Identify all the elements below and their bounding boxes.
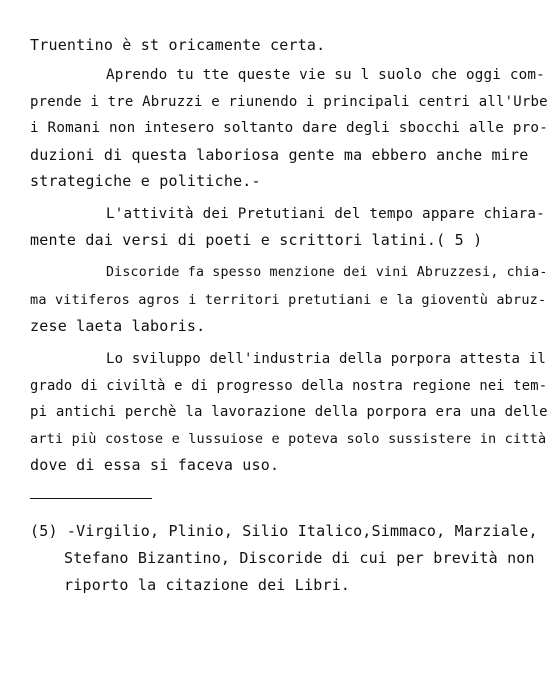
text-line: mente dai versi di poeti e scrittori latini.( 5 )	[30, 231, 483, 249]
text-line: grado di civiltà e di progresso della nostra regione nei tem-	[30, 378, 548, 394]
text-line: i Romani non intesero soltanto dare degli sbocchi alle pro-	[30, 120, 548, 136]
text-line: prende i tre Abruzzi e riunendo i principali centri all'Urbe	[30, 94, 548, 110]
text-line: L'attività dei Pretutiani del tempo appare chiara-	[106, 206, 545, 222]
text-line: ma vitiferos agros i territori pretutiani e la gioventù abruz-	[30, 292, 547, 308]
text-line: Truentino è st oricamente certa.	[30, 36, 326, 54]
text-line: strategiche e politiche.-	[30, 172, 261, 190]
text-line: pi antichi perchè la lavorazione della porpora era una delle	[30, 404, 548, 420]
footnote-separator	[30, 498, 152, 499]
text-line: dove di essa si faceva uso.	[30, 456, 280, 474]
text-line: arti più costose e lussuiose e poteva solo sussistere in città	[30, 431, 547, 447]
footnote-line: riporto la citazione dei Libri.	[64, 576, 351, 594]
text-line: Discoride fa spesso menzione dei vini Abruzzesi, chia-	[106, 265, 548, 280]
text-line: duzioni di questa laboriosa gente ma ebbero anche mire	[30, 146, 529, 164]
text-line: Lo sviluppo dell'industria della porpora attesta il	[106, 351, 547, 367]
footnote-line: (5) -Virgilio, Plinio, Silio Italico,Simmaco, Marziale,	[30, 522, 538, 540]
footnote-line: Stefano Bizantino, Discoride di cui per brevità non	[64, 549, 535, 567]
text-line: Aprendo tu tte queste vie su l suolo che oggi com-	[106, 67, 545, 83]
text-line: zese laeta laboris.	[30, 317, 206, 335]
